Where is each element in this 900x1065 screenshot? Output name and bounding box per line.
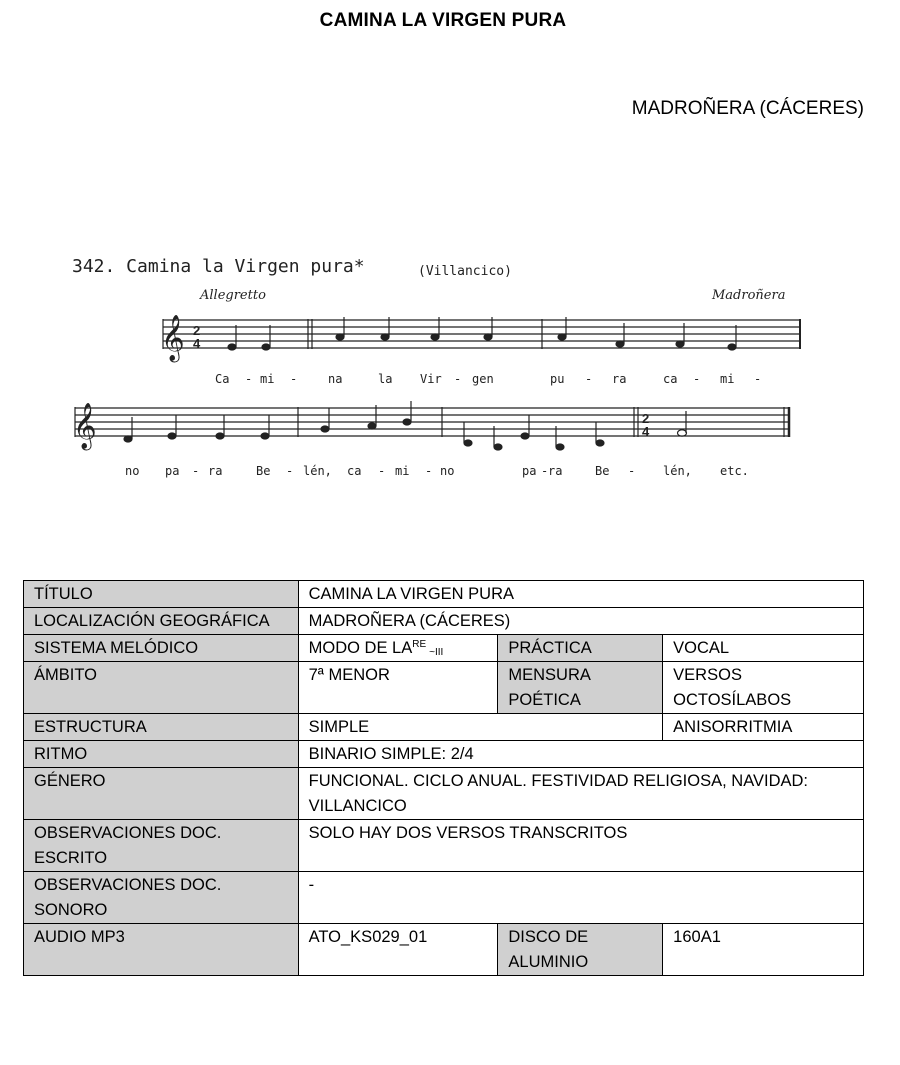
audio-value: ATO_KS029_01 [298, 924, 498, 976]
table-row [24, 924, 864, 976]
table-row [24, 741, 864, 768]
table-row [24, 714, 864, 741]
time-signature: 2 [193, 323, 201, 338]
titulo-label: TÍTULO [24, 581, 299, 608]
score-heading: 342. Camina la Virgen pura* [72, 256, 365, 277]
document-title: CAMINA LA VIRGEN PURA [319, 10, 567, 31]
svg-text:lén,: lén, [303, 464, 332, 478]
svg-text:no: no [440, 464, 455, 478]
svg-text:Vir: Vir [420, 372, 442, 386]
disco-label: DISCO DE ALUMINIO [498, 924, 663, 976]
metadata-table [23, 580, 864, 976]
svg-text:la: la [378, 372, 393, 386]
svg-text:mi: mi [720, 372, 735, 386]
score-subheading: (Villancico) [418, 264, 512, 279]
svg-text:-: - [192, 464, 200, 478]
obs-escrito-value: SOLO HAY DOS VERSOS TRANSCRITOS [298, 820, 863, 872]
svg-text:pa: pa [522, 464, 537, 478]
svg-text:pu: pu [550, 372, 565, 386]
svg-text:2: 2 [642, 411, 650, 426]
practica-value: VOCAL [663, 635, 864, 662]
svg-text:ca: ca [347, 464, 362, 478]
obs-escrito-label: OBSERVACIONES DOC. ESCRITO [24, 820, 299, 872]
svg-text:-: - [585, 372, 593, 386]
tempo-marking: Allegretto [200, 288, 266, 303]
disco-value: 160A1 [663, 924, 864, 976]
localizacion-label: LOCALIZACIÓN GEOGRÁFICA [24, 608, 299, 635]
svg-text:lén,: lén, [663, 464, 692, 478]
estructura-label: ESTRUCTURA [24, 714, 299, 741]
svg-text:ra: ra [548, 464, 563, 478]
svg-text:gen: gen [472, 372, 494, 386]
table-row [24, 662, 864, 714]
titulo-value: CAMINA LA VIRGEN PURA [298, 581, 863, 608]
sistema-cell [298, 635, 498, 662]
svg-text:mi: mi [395, 464, 410, 478]
svg-text:-: - [245, 372, 253, 386]
ambito-label: ÁMBITO [24, 662, 299, 714]
svg-text:na: na [328, 372, 343, 386]
svg-text:-: - [541, 464, 549, 478]
estructura-extra: ANISORRITMIA [663, 714, 864, 741]
svg-text:-: - [425, 464, 433, 478]
svg-text:4: 4 [193, 336, 201, 351]
audio-label: AUDIO MP3 [24, 924, 299, 976]
table-row [24, 768, 864, 820]
svg-text:-: - [290, 372, 298, 386]
sistema-sup: RE [412, 639, 427, 650]
genero-label: GÉNERO [24, 768, 299, 820]
svg-text:-: - [454, 372, 462, 386]
treble-clef-icon: 𝄞 [161, 315, 185, 361]
svg-text:-: - [754, 372, 762, 386]
svg-text:ra: ra [208, 464, 223, 478]
svg-text:4: 4 [642, 424, 650, 439]
lyrics-line1 [215, 372, 761, 386]
sistema-label: SISTEMA MELÓDICO [24, 635, 299, 662]
obs-sonoro-value: - [298, 872, 863, 924]
svg-text:ra: ra [612, 372, 627, 386]
svg-text:𝄞: 𝄞 [73, 403, 97, 449]
svg-text:etc.: etc. [720, 464, 749, 478]
svg-text:-: - [378, 464, 386, 478]
lyrics-line2 [125, 464, 749, 478]
table-row [24, 872, 864, 924]
table-row [24, 608, 864, 635]
table-row [24, 820, 864, 872]
svg-text:Be: Be [595, 464, 610, 478]
svg-text:no: no [125, 464, 140, 478]
sistema-value: MODO DE LA [308, 639, 413, 657]
music-score [60, 245, 820, 490]
svg-text:-: - [628, 464, 636, 478]
location-marking: Madroñera [712, 288, 786, 303]
sistema-sub: ~III [429, 647, 444, 658]
table-row [24, 581, 864, 608]
obs-sonoro-label: OBSERVACIONES DOC. SONORO [24, 872, 299, 924]
svg-text:-: - [693, 372, 701, 386]
svg-text:Ca: Ca [215, 372, 230, 386]
svg-text:mi: mi [260, 372, 275, 386]
genero-value: FUNCIONAL. CICLO ANUAL. FESTIVIDAD RELIGIOSA, NAVIDAD: VILLANCICO [298, 768, 863, 820]
mensura-label: MENSURA POÉTICA [498, 662, 663, 714]
ritmo-label: RITMO [24, 741, 299, 768]
svg-text:-: - [286, 464, 294, 478]
table-row [24, 635, 864, 662]
estructura-value: SIMPLE [298, 714, 663, 741]
svg-text:Be: Be [256, 464, 271, 478]
localizacion-value: MADROÑERA (CÁCERES) [298, 608, 863, 635]
place-heading: MADROÑERA (CÁCERES) [631, 98, 864, 119]
mensura-value: VERSOS OCTOSÍLABOS [663, 662, 864, 714]
ritmo-value: BINARIO SIMPLE: 2/4 [298, 741, 863, 768]
svg-text:pa: pa [165, 464, 180, 478]
ambito-value: 7ª MENOR [298, 662, 498, 714]
svg-text:ca: ca [663, 372, 678, 386]
practica-label: PRÁCTICA [498, 635, 663, 662]
